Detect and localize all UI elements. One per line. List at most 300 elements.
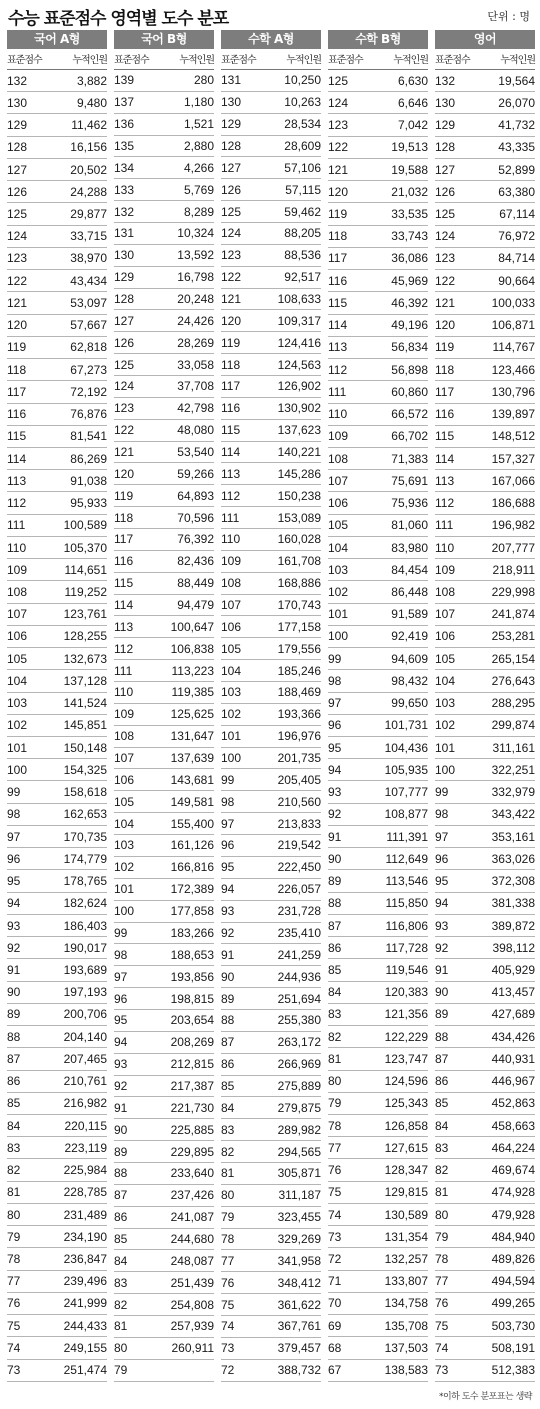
cumulative-cell: 133,807 xyxy=(384,1274,428,1289)
column-subheader xyxy=(114,49,214,70)
cumulative-cell: 235,410 xyxy=(277,925,321,940)
cumulative-cell: 388,732 xyxy=(277,1363,321,1378)
score-cell: 93 xyxy=(114,1057,128,1072)
cumulative-cell: 389,872 xyxy=(491,918,535,933)
table-row xyxy=(114,376,214,398)
table-row xyxy=(221,966,321,988)
unit-label: 단위 : 명 xyxy=(487,10,530,23)
table-row xyxy=(221,704,321,726)
table-row xyxy=(435,114,535,136)
score-cell: 127 xyxy=(221,160,242,175)
table-row xyxy=(221,114,321,136)
table-row xyxy=(435,604,535,626)
cumulative-cell: 63,380 xyxy=(498,184,535,199)
table-row xyxy=(435,70,535,92)
score-cell: 108 xyxy=(435,584,456,599)
cumulative-cell: 10,250 xyxy=(284,73,321,88)
cumulative-cell: 124,416 xyxy=(277,335,321,350)
score-cell: 68 xyxy=(328,1340,342,1355)
score-cell: 76 xyxy=(7,1296,21,1311)
cumulative-cell: 141,524 xyxy=(63,696,107,711)
cumulative-cell: 6,630 xyxy=(397,73,428,88)
score-cell: 116 xyxy=(221,401,241,416)
column-subheader xyxy=(7,49,107,70)
cumulative-cell: 229,895 xyxy=(170,1144,214,1159)
cumulative-cell: 193,856 xyxy=(170,969,214,984)
score-cell: 120 xyxy=(328,184,349,199)
cumulative-cell: 149,581 xyxy=(170,794,214,809)
cumulative-cell: 122,229 xyxy=(384,1029,428,1044)
table-row xyxy=(328,670,428,692)
cumulative-cell: 251,439 xyxy=(170,1275,214,1290)
score-cell: 100 xyxy=(7,762,28,777)
table-row xyxy=(221,485,321,507)
score-cell: 98 xyxy=(328,673,342,688)
score-cell: 131 xyxy=(221,73,242,88)
score-cell: 83 xyxy=(435,1140,449,1155)
score-cell: 97 xyxy=(221,816,235,831)
score-cell: 81 xyxy=(328,1051,342,1066)
table-row xyxy=(435,915,535,937)
column-korean-b xyxy=(114,30,214,1382)
table-row xyxy=(435,1115,535,1137)
cumulative-cell: 244,433 xyxy=(63,1318,107,1333)
cumulative-cell: 67,273 xyxy=(70,362,107,377)
cumulative-cell: 196,982 xyxy=(491,518,535,533)
cumulative-cell: 33,715 xyxy=(70,229,107,244)
cumulative-cell: 91,038 xyxy=(70,473,107,488)
table-row xyxy=(435,626,535,648)
cumulative-cell: 121,356 xyxy=(384,1007,428,1022)
score-cell: 77 xyxy=(435,1274,449,1289)
score-cell: 83 xyxy=(221,1122,235,1137)
cumulative-cell: 113,546 xyxy=(385,874,428,889)
table-row xyxy=(221,1163,321,1185)
cumulative-cell: 116,806 xyxy=(385,918,428,933)
cumulative-cell: 434,426 xyxy=(491,1029,535,1044)
score-subheader: 표준점수 xyxy=(114,55,149,67)
score-cell: 121 xyxy=(7,295,28,310)
cumulative-cell: 212,815 xyxy=(170,1057,214,1072)
score-cell: 108 xyxy=(7,584,28,599)
table-row xyxy=(221,1207,321,1229)
cumulative-cell: 413,457 xyxy=(491,985,535,1000)
score-cell: 77 xyxy=(221,1253,235,1268)
score-cell: 98 xyxy=(114,947,128,962)
table-row xyxy=(221,1097,321,1119)
cumulative-cell: 254,808 xyxy=(170,1297,214,1312)
score-cell: 129 xyxy=(435,118,456,133)
score-cell: 98 xyxy=(435,807,449,822)
cumulative-cell: 104,436 xyxy=(384,740,428,755)
table-row xyxy=(221,1185,321,1207)
score-cell: 92 xyxy=(328,807,342,822)
cumulative-cell: 361,622 xyxy=(277,1297,321,1312)
cumulative-cell: 92,419 xyxy=(391,629,428,644)
table-row xyxy=(7,1360,107,1382)
cumulative-cell: 70,596 xyxy=(177,510,214,525)
cumulative-cell: 332,979 xyxy=(491,785,535,800)
table-row xyxy=(114,704,214,726)
cumulative-cell: 150,148 xyxy=(63,740,107,755)
cumulative-cell: 289,982 xyxy=(277,1122,321,1137)
table-row xyxy=(114,988,214,1010)
score-cell: 116 xyxy=(7,407,27,422)
table-row xyxy=(7,959,107,981)
cumulative-cell: 234,190 xyxy=(63,1229,107,1244)
score-cell: 117 xyxy=(435,384,455,399)
cumulative-cell: 213,833 xyxy=(277,816,321,831)
table-row xyxy=(114,1360,214,1382)
table-row xyxy=(435,426,535,448)
cumulative-cell: 100,647 xyxy=(170,619,214,634)
score-cell: 106 xyxy=(221,619,242,634)
cumulative-cell: 19,588 xyxy=(391,162,428,177)
score-cell: 127 xyxy=(7,162,28,177)
cumulative-cell: 499,265 xyxy=(491,1296,535,1311)
score-cell: 125 xyxy=(221,204,242,219)
cumulative-cell: 367,761 xyxy=(277,1319,321,1334)
table-row xyxy=(7,1026,107,1048)
table-row xyxy=(328,937,428,959)
score-cell: 109 xyxy=(435,562,456,577)
cumulative-cell: 128,255 xyxy=(63,629,107,644)
score-cell: 92 xyxy=(7,940,21,955)
cumulative-cell: 134,758 xyxy=(384,1296,428,1311)
column-math-a xyxy=(221,30,321,1382)
cumulative-cell: 203,654 xyxy=(170,1013,214,1028)
score-cell: 79 xyxy=(328,1096,342,1111)
table-row xyxy=(435,982,535,1004)
table-row xyxy=(7,693,107,715)
score-subheader: 표준점수 xyxy=(435,55,470,67)
table-row xyxy=(328,404,428,426)
cumulative-cell: 120,383 xyxy=(384,985,428,1000)
score-cell: 118 xyxy=(435,362,455,377)
score-cell: 91 xyxy=(114,1100,128,1115)
cumulative-cell: 186,403 xyxy=(63,918,107,933)
score-cell: 94 xyxy=(221,882,235,897)
score-cell: 117 xyxy=(221,379,241,394)
score-cell: 83 xyxy=(328,1007,342,1022)
cumulative-cell: 60,860 xyxy=(391,384,428,399)
score-cell: 101 xyxy=(7,740,28,755)
table-row xyxy=(435,181,535,203)
table-row xyxy=(435,1337,535,1359)
cumulative-cell: 196,976 xyxy=(277,729,321,744)
score-cell: 137 xyxy=(114,95,135,110)
score-cell: 117 xyxy=(328,251,348,266)
cumulative-cell: 111,391 xyxy=(386,829,428,844)
cumulative-cell: 124,596 xyxy=(384,1074,428,1089)
score-cell: 91 xyxy=(435,962,449,977)
cumulative-cell: 3,882 xyxy=(76,73,107,88)
table-row xyxy=(435,1004,535,1026)
table-row xyxy=(114,1054,214,1076)
score-cell: 113 xyxy=(328,340,348,355)
cumulative-cell: 126,858 xyxy=(384,1118,428,1133)
table-row xyxy=(114,1076,214,1098)
cumulative-cell: 225,984 xyxy=(63,1163,107,1178)
table-row xyxy=(221,791,321,813)
score-cell: 88 xyxy=(328,896,342,911)
cumulative-cell: 81,541 xyxy=(70,429,107,444)
cumulative-cell: 226,057 xyxy=(277,882,321,897)
cumulative-cell: 188,653 xyxy=(170,947,214,962)
score-cell: 128 xyxy=(7,140,28,155)
cumulative-cell: 137,503 xyxy=(384,1340,428,1355)
cumulative-cell: 88,536 xyxy=(284,248,321,263)
table-row xyxy=(114,289,214,311)
table-row xyxy=(114,420,214,442)
cumulative-cell: 135,708 xyxy=(384,1318,428,1333)
table-row xyxy=(7,848,107,870)
table-row xyxy=(221,463,321,485)
table-row xyxy=(7,715,107,737)
table-row xyxy=(114,1338,214,1360)
cumulative-cell: 45,969 xyxy=(391,273,428,288)
score-cell: 118 xyxy=(328,229,348,244)
table-row xyxy=(221,1032,321,1054)
table-row xyxy=(221,988,321,1010)
score-cell: 86 xyxy=(435,1074,449,1089)
table-row xyxy=(435,159,535,181)
table-row xyxy=(435,537,535,559)
score-cell: 89 xyxy=(435,1007,449,1022)
score-cell: 76 xyxy=(221,1275,235,1290)
table-row xyxy=(7,826,107,848)
cumulative-cell: 48,080 xyxy=(177,423,214,438)
cumulative-cell: 207,465 xyxy=(63,1051,107,1066)
cumulative-cell: 16,156 xyxy=(70,140,107,155)
score-cell: 116 xyxy=(114,554,134,569)
cumulative-cell: 170,743 xyxy=(277,598,321,613)
cumulative-cell: 86,269 xyxy=(70,451,107,466)
table-row xyxy=(114,616,214,638)
score-cell: 114 xyxy=(221,445,241,460)
cumulative-cell: 197,193 xyxy=(63,985,107,1000)
cumulative-cell: 90,664 xyxy=(498,273,535,288)
cumulative-cell: 130,796 xyxy=(491,384,535,399)
score-cell: 125 xyxy=(7,207,28,221)
score-cell: 97 xyxy=(7,829,21,844)
score-cell: 114 xyxy=(328,318,348,333)
table-row xyxy=(221,595,321,617)
table-row xyxy=(435,226,535,248)
cumulative-subheader: 누적인원 xyxy=(179,55,214,67)
table-row xyxy=(435,1248,535,1270)
score-cell: 90 xyxy=(435,985,449,1000)
score-cell: 124 xyxy=(328,95,349,110)
table-row xyxy=(221,354,321,376)
score-cell: 77 xyxy=(328,1140,342,1155)
table-row xyxy=(435,1360,535,1382)
score-cell: 123 xyxy=(114,401,135,416)
table-row xyxy=(114,398,214,420)
cumulative-cell: 2,880 xyxy=(183,138,214,153)
score-cell: 117 xyxy=(7,384,27,399)
table-row xyxy=(221,245,321,267)
cumulative-cell: 130,902 xyxy=(277,401,321,416)
cumulative-cell: 28,534 xyxy=(284,117,321,132)
score-cell: 112 xyxy=(7,496,27,511)
cumulative-cell: 1,180 xyxy=(183,95,214,110)
cumulative-cell: 112,649 xyxy=(385,851,428,866)
score-cell: 105 xyxy=(435,651,456,666)
table-row xyxy=(7,1315,107,1337)
column-subheader xyxy=(221,49,321,70)
cumulative-cell: 5,769 xyxy=(183,182,214,197)
cumulative-cell: 153,089 xyxy=(277,510,321,525)
cumulative-cell: 231,728 xyxy=(277,904,321,919)
column-header: 국어 A형 xyxy=(7,30,107,49)
score-cell: 120 xyxy=(221,313,242,328)
cumulative-cell: 67,114 xyxy=(499,207,535,221)
score-cell: 87 xyxy=(435,1051,449,1066)
cumulative-cell: 155,400 xyxy=(170,816,214,831)
cumulative-cell: 241,087 xyxy=(170,1210,214,1225)
table-row xyxy=(328,648,428,670)
cumulative-cell: 353,161 xyxy=(491,829,535,844)
score-cell: 104 xyxy=(114,816,135,831)
table-row xyxy=(221,682,321,704)
table-row xyxy=(435,92,535,114)
column-english xyxy=(435,30,535,1382)
score-cell: 94 xyxy=(114,1035,128,1050)
score-cell: 99 xyxy=(7,785,21,800)
cumulative-cell: 6,646 xyxy=(397,95,428,110)
cumulative-cell: 105,935 xyxy=(384,762,428,777)
table-row xyxy=(114,1316,214,1338)
table-row xyxy=(221,332,321,354)
cumulative-cell: 244,680 xyxy=(170,1231,214,1246)
cumulative-cell: 484,940 xyxy=(491,1229,535,1244)
cumulative-cell: 10,263 xyxy=(284,95,321,110)
cumulative-cell: 174,779 xyxy=(63,851,107,866)
cumulative-cell: 248,087 xyxy=(170,1253,214,1268)
cumulative-cell: 10,324 xyxy=(177,226,214,241)
score-cell: 132 xyxy=(7,73,28,88)
score-cell: 67 xyxy=(328,1363,342,1378)
score-cell: 121 xyxy=(114,445,135,460)
table-row xyxy=(114,879,214,901)
cumulative-subheader: 누적인원 xyxy=(393,55,428,67)
table-row xyxy=(435,1182,535,1204)
cumulative-cell: 139,897 xyxy=(491,407,535,422)
score-cell: 100 xyxy=(435,762,456,777)
score-cell: 82 xyxy=(328,1029,342,1044)
table-row xyxy=(435,737,535,759)
cumulative-cell: 130,589 xyxy=(384,1207,428,1222)
table-row xyxy=(7,1093,107,1115)
score-cell: 103 xyxy=(7,696,28,711)
score-cell: 89 xyxy=(114,1144,128,1159)
cumulative-cell: 75,691 xyxy=(391,473,428,488)
cumulative-cell: 179,556 xyxy=(277,641,321,656)
score-cell: 112 xyxy=(114,641,134,656)
distribution-table xyxy=(7,30,535,1382)
score-cell: 131 xyxy=(114,226,135,241)
cumulative-cell: 162,653 xyxy=(63,807,107,822)
score-cell: 80 xyxy=(435,1207,449,1222)
score-cell: 96 xyxy=(328,718,342,733)
score-cell: 105 xyxy=(221,641,242,656)
cumulative-cell: 508,191 xyxy=(491,1340,535,1355)
score-cell: 119 xyxy=(328,207,348,221)
cumulative-cell: 167,066 xyxy=(491,473,535,488)
score-cell: 104 xyxy=(328,540,349,555)
cumulative-cell: 7,042 xyxy=(397,118,428,133)
cumulative-cell: 251,474 xyxy=(63,1363,107,1378)
table-row xyxy=(7,270,107,292)
score-cell: 136 xyxy=(114,117,135,132)
score-cell: 110 xyxy=(435,540,455,555)
score-cell: 134 xyxy=(114,160,135,175)
score-cell: 85 xyxy=(435,1096,449,1111)
table-row xyxy=(221,223,321,245)
cumulative-cell: 458,663 xyxy=(491,1118,535,1133)
table-row xyxy=(328,626,428,648)
score-cell: 90 xyxy=(7,985,21,1000)
score-cell: 114 xyxy=(435,451,455,466)
score-cell: 97 xyxy=(328,696,342,711)
table-row xyxy=(7,804,107,826)
cumulative-cell: 43,434 xyxy=(70,273,107,288)
table-row xyxy=(114,1119,214,1141)
cumulative-cell: 38,970 xyxy=(70,251,107,266)
table-row xyxy=(221,1119,321,1141)
table-row xyxy=(221,813,321,835)
table-row xyxy=(435,470,535,492)
score-cell: 85 xyxy=(114,1231,128,1246)
score-cell: 111 xyxy=(328,384,347,399)
table-row xyxy=(221,835,321,857)
cumulative-cell: 119,385 xyxy=(171,685,214,700)
cumulative-cell: 128,347 xyxy=(384,1163,428,1178)
table-row xyxy=(328,893,428,915)
table-row xyxy=(435,693,535,715)
cumulative-cell: 446,967 xyxy=(491,1074,535,1089)
cumulative-cell: 99,650 xyxy=(391,696,428,711)
table-row xyxy=(221,660,321,682)
table-row xyxy=(328,270,428,292)
score-cell: 94 xyxy=(7,896,21,911)
cumulative-cell: 53,097 xyxy=(70,295,107,310)
table-row xyxy=(114,136,214,158)
table-row xyxy=(221,857,321,879)
table-row xyxy=(328,915,428,937)
table-row xyxy=(7,359,107,381)
table-row xyxy=(328,515,428,537)
table-row xyxy=(221,748,321,770)
cumulative-cell: 161,126 xyxy=(170,838,214,853)
table-row xyxy=(435,203,535,225)
score-cell: 125 xyxy=(328,73,349,88)
cumulative-cell: 106,871 xyxy=(491,318,535,333)
cumulative-cell: 53,540 xyxy=(177,445,214,460)
cumulative-cell: 36,086 xyxy=(391,251,428,266)
score-cell: 98 xyxy=(7,807,21,822)
cumulative-cell: 115,850 xyxy=(385,896,428,911)
score-cell: 76 xyxy=(328,1163,342,1178)
table-row xyxy=(7,381,107,403)
score-cell: 102 xyxy=(7,718,28,733)
table-row xyxy=(328,292,428,314)
table-row xyxy=(435,893,535,915)
table-row xyxy=(435,848,535,870)
table-row xyxy=(7,1115,107,1137)
table-row xyxy=(221,179,321,201)
